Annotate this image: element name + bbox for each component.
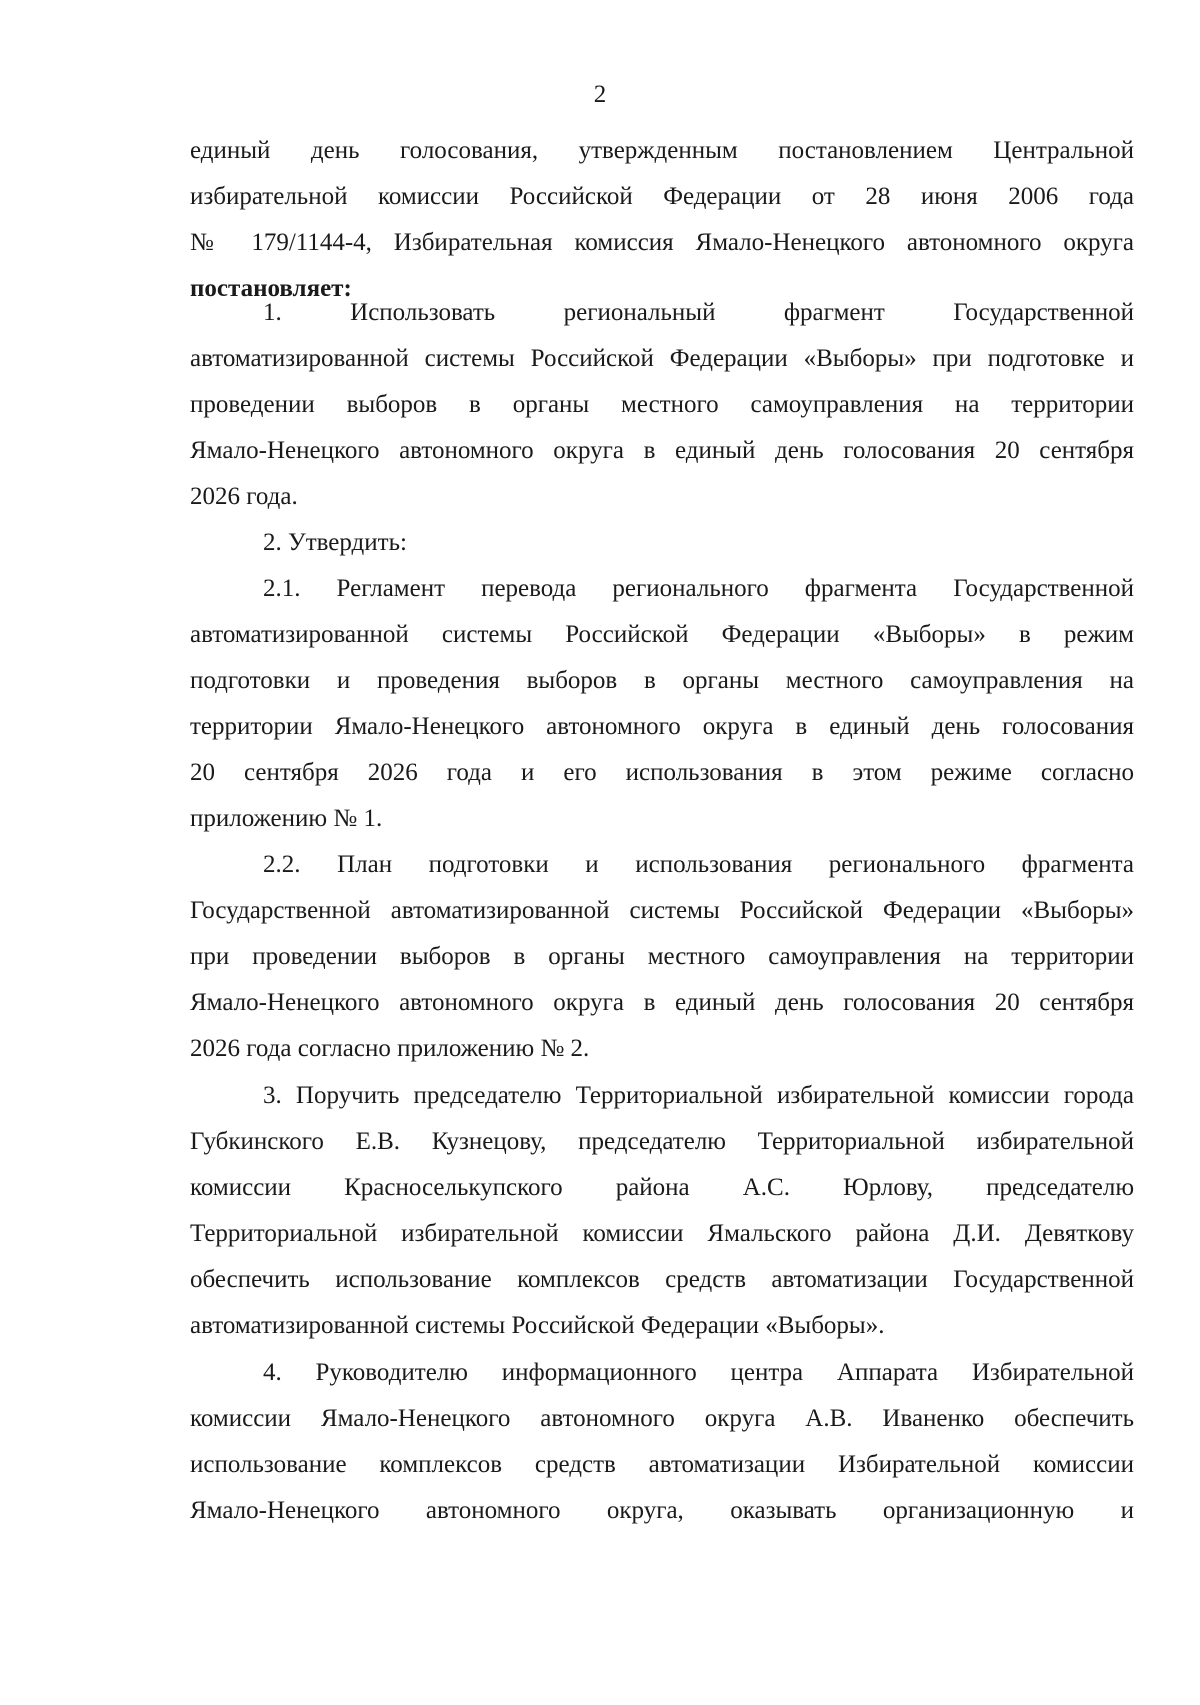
text-line: комиссии Ямало-Ненецкого автономного округа А.В. Иваненко обеспечить [190, 1405, 1134, 1432]
paragraph-item-3 [190, 1073, 1134, 1349]
text-line: 4. Руководителю информационного центра Аппарата Избирательной [263, 1359, 1134, 1386]
paragraph-item-1 [190, 290, 1134, 520]
text-line: единый день голосования, утвержденным постановлением Центральной [190, 137, 1134, 164]
text-line: № 179/1144-4, Избирательная комиссия Ямало-Ненецкого автономного округа [190, 229, 1134, 256]
text-line: автоматизированной системы Российской Федерации «Выборы» в режим [190, 621, 1134, 648]
paragraph-item-2-2 [190, 842, 1134, 1072]
text-line: проведении выборов в органы местного самоуправления на территории [190, 391, 1134, 418]
text-line: комиссии Красноселькупского района А.С. Юрлову, председателю [190, 1174, 1134, 1201]
paragraph-preamble [190, 128, 1134, 312]
text-line: Ямало-Ненецкого автономного округа в единый день голосования 20 сентября [190, 437, 1134, 464]
text-line: избирательной комиссии Российской Федерации от 28 июня 2006 года [190, 183, 1134, 210]
text-line: при проведении выборов в органы местного самоуправления на территории [190, 943, 1134, 970]
text-line: приложению № 1. [190, 805, 383, 832]
text-line: использование комплексов средств автоматизации Избирательной комиссии [190, 1451, 1134, 1478]
text-line: 2.2. План подготовки и использования регионального фрагмента [263, 851, 1134, 878]
paragraph-item-4 [190, 1350, 1134, 1534]
text-line: 2. Утвердить: [263, 529, 407, 556]
text-line: Ямало-Ненецкого автономного округа, оказывать организационную и [190, 1497, 1134, 1524]
resolution-keyword: постановляет: [190, 275, 352, 302]
paragraph-item-2 [190, 520, 1134, 566]
text-line: автоматизированной системы Российской Федерации «Выборы». [190, 1312, 885, 1339]
text-line: 2026 года согласно приложению № 2. [190, 1035, 590, 1062]
text-line: Территориальной избирательной комиссии Ямальского района Д.И. Девяткову [190, 1220, 1134, 1247]
page-number: 2 [593, 81, 607, 108]
text-line: 2026 года. [190, 483, 298, 510]
text-line: 3. Поручить председателю Территориальной избирательной комиссии города [263, 1082, 1134, 1109]
text-line: территории Ямало-Ненецкого автономного округа в единый день голосования [190, 713, 1134, 740]
text-line: Ямало-Ненецкого автономного округа в единый день голосования 20 сентября [190, 989, 1134, 1016]
text-line: Государственной автоматизированной системы Российской Федерации «Выборы» [190, 897, 1134, 924]
text-line: автоматизированной системы Российской Федерации «Выборы» при подготовке и [190, 345, 1134, 372]
paragraph-item-2-1 [190, 566, 1134, 842]
text-line: обеспечить использование комплексов средств автоматизации Государственной [190, 1266, 1134, 1293]
text-line: 1. Использовать региональный фрагмент Государственной [263, 299, 1134, 326]
text-line: 20 сентября 2026 года и его использования в этом режиме согласно [190, 759, 1134, 786]
text-line: подготовки и проведения выборов в органы местного самоуправления на [190, 667, 1134, 694]
text-line: Губкинского Е.В. Кузнецову, председателю Территориальной избирательной [190, 1128, 1134, 1155]
text-line: 2.1. Регламент перевода регионального фрагмента Государственной [263, 575, 1134, 602]
